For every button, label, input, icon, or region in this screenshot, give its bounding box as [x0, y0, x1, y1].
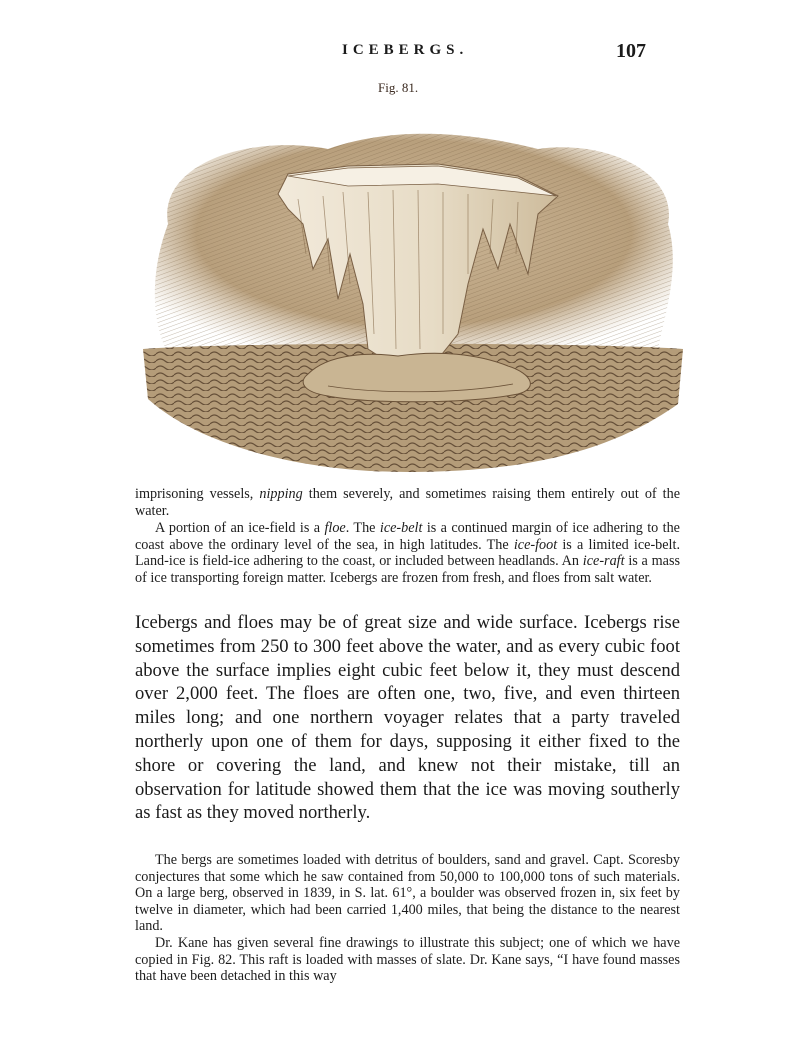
continued-text-1: imprisoning vessels, — [135, 486, 260, 502]
term-ice-foot: ice-foot — [513, 536, 558, 553]
def-text-4: is a limited ice-belt. Land-ice is field-ice adhering to the coast, or included between headlands. An — [135, 536, 680, 569]
kane-note-text: Dr. Kane has given several fine drawings to illustrate this subject; one of which we have copied in Fig. 82. This raft is loaded with masses of slate. Dr. Kane says, “I have found masses that have been detached in this way — [135, 935, 680, 984]
term-ice-belt: ice-belt — [379, 520, 423, 536]
kane-note — [135, 935, 680, 985]
term-ice-raft: ice-raft — [582, 553, 625, 569]
def-text-3: is a continued margin of ice adhering to the coast above the ordinary level of the sea, in high latitudes. The — [135, 520, 680, 553]
main-paragraph — [135, 611, 680, 825]
figure-caption: Fig. 81. — [378, 80, 419, 95]
term-floe: floe — [324, 520, 346, 536]
def-text-2: . The — [345, 520, 380, 536]
continued-text-2: them severely, and sometimes raising them entirely out of the water. — [135, 486, 680, 519]
continued-paragraph — [135, 486, 680, 519]
def-text-5: is a mass of ice transporting foreign matter. Icebergs are frozen from fresh, and floes from salt water. — [135, 553, 680, 586]
running-title: ICEBERGS. — [342, 42, 469, 58]
boulders-note — [135, 852, 680, 935]
running-head — [0, 40, 800, 70]
italic-nipping: nipping — [259, 486, 303, 502]
page-number: 107 — [616, 40, 646, 62]
definitions-paragraph — [135, 520, 680, 586]
iceberg-engraving — [138, 104, 688, 474]
main-paragraph-text: Icebergs and floes may be of great size and wide surface. Icebergs rise sometimes from 250 to 300 feet above the water, and as every cubic foot above the surface implies eight cubic feet below it, they must descend over 2,000 feet. The floes are often one, two, five, and even thirteen miles long; and one northern voyager relates that a party traveled northerly upon one of them for days, supposing it either fixed to the shore or covering the land, and knew not their mistake, till an observation for latitude showed them that the ice was moving southerly as fast as they moved northerly. — [135, 612, 680, 824]
boulders-note-text: The bergs are sometimes loaded with detritus of boulders, sand and gravel. Capt. Scoresby conjectures that some which he saw contained from 50,000 to 100,000 tons of such materials. On a large berg, observed in 1839, in S. lat. 61°, a boulder was observed frozen in, six feet by twelve in diameter, which had been carried 1,400 miles, that being the distance to the nearest land. — [135, 852, 680, 934]
def-text-1: A portion of an ice-field is a — [155, 520, 325, 536]
